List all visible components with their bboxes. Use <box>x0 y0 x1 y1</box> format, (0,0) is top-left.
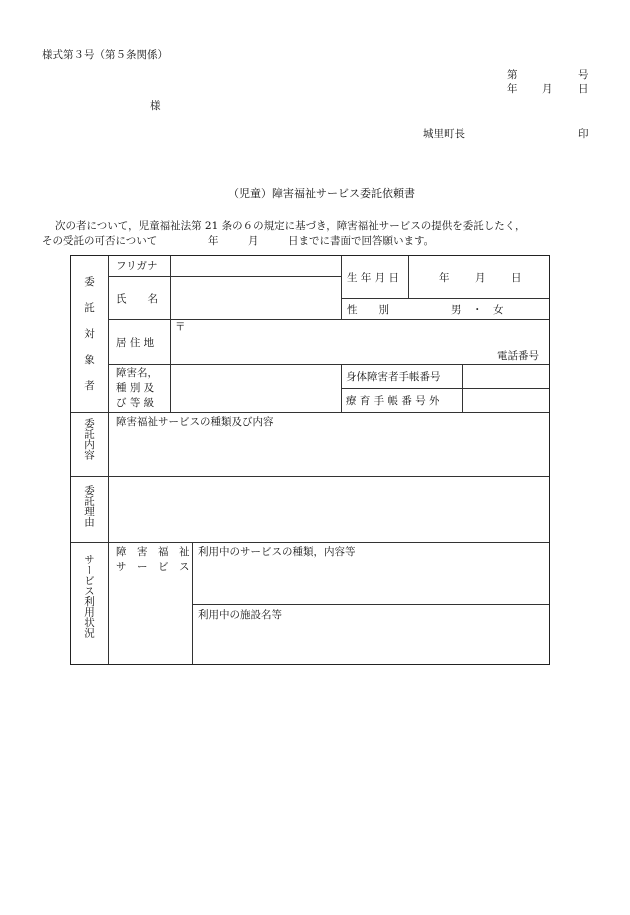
divider <box>71 476 549 477</box>
intro-line-1: 次の者について，児童福祉法第 21 条の６の規定に基づき，障害福祉サービスの提供を委託したく， <box>55 220 526 232</box>
divider <box>341 388 549 389</box>
divider <box>192 542 193 664</box>
seal-mark: 印 <box>578 128 589 140</box>
divider <box>170 256 171 412</box>
welfare-service-label-line-1: 障 害 福 祉 <box>116 546 190 558</box>
postal-mark: 〒 <box>175 321 186 333</box>
disability-label-line-1: 障害名， <box>116 367 158 379</box>
rehab-handbook-number-field[interactable] <box>465 390 547 410</box>
addressee-suffix: 様 <box>150 100 161 112</box>
intro-line-2-end: 日までに書面で回答願います。 <box>288 235 435 247</box>
disability-label-line-3: び 等 級 <box>116 397 155 409</box>
birth-month: 月 <box>475 272 486 284</box>
sender-name: 城里町長 <box>423 128 465 140</box>
divider <box>408 256 409 298</box>
document-title: （児童）障害福祉サービス委託依頼書 <box>228 187 415 200</box>
facility-in-use-field[interactable] <box>195 623 547 662</box>
service-in-use-field[interactable] <box>195 560 547 602</box>
date-year: 年 <box>507 83 518 95</box>
service-content-label: 障害福祉サービスの種類及び内容 <box>116 416 274 428</box>
furigana-field[interactable] <box>174 257 340 275</box>
usage-section-label: サービス利用状況 <box>83 554 95 638</box>
reason-section-label: 委託理由 <box>83 485 95 527</box>
date-month: 月 <box>542 83 553 95</box>
physical-handbook-number-field[interactable] <box>465 366 547 386</box>
disability-field[interactable] <box>174 366 339 410</box>
birth-date-label: 生 年 月 日 <box>347 272 400 284</box>
content-section-label: 委託内容 <box>83 418 95 460</box>
birth-year: 年 <box>439 272 450 284</box>
sex-label: 性 別 <box>347 304 389 316</box>
divider <box>108 256 109 664</box>
intro-line-2-start: その受託の可否について <box>42 235 158 247</box>
phone-label: 電話番号 <box>497 350 539 362</box>
divider <box>71 412 549 413</box>
intro-reply-month: 月 <box>248 235 259 247</box>
rehab-handbook-label: 療 育 手 帳 番 号 外 <box>346 395 440 407</box>
divider <box>71 542 549 543</box>
birth-day: 日 <box>511 272 522 284</box>
address-label: 居 住 地 <box>116 337 155 349</box>
divider <box>108 364 549 365</box>
physical-handbook-label: 身体障害者手帳番号 <box>346 371 441 383</box>
divider <box>341 298 549 299</box>
divider <box>341 256 342 319</box>
divider <box>192 604 549 605</box>
name-field[interactable] <box>174 277 340 318</box>
form-number: 様式第３号（第５条関係） <box>42 49 168 61</box>
service-content-field[interactable] <box>111 431 547 474</box>
document-number-label: 第 <box>507 69 518 81</box>
welfare-service-label-line-2: サ ー ビ ス <box>116 561 190 573</box>
address-field[interactable] <box>174 320 544 362</box>
intro-reply-year: 年 <box>208 235 219 247</box>
request-form-table <box>70 255 550 665</box>
subject-section-label: 委 託 対 象 者 <box>84 276 95 392</box>
reason-field[interactable] <box>111 479 547 540</box>
document-number-suffix: 号 <box>578 69 589 81</box>
name-label: 氏 名 <box>116 293 158 305</box>
sex-options[interactable]: 男 ・ 女 <box>451 304 504 316</box>
furigana-label: フリガナ <box>116 260 158 272</box>
disability-label-line-2: 種 別 及 <box>116 382 155 394</box>
service-in-use-label: 利用中のサービスの種類，内容等 <box>198 546 356 558</box>
date-day: 日 <box>578 83 589 95</box>
facility-in-use-label: 利用中の施設名等 <box>198 609 282 621</box>
